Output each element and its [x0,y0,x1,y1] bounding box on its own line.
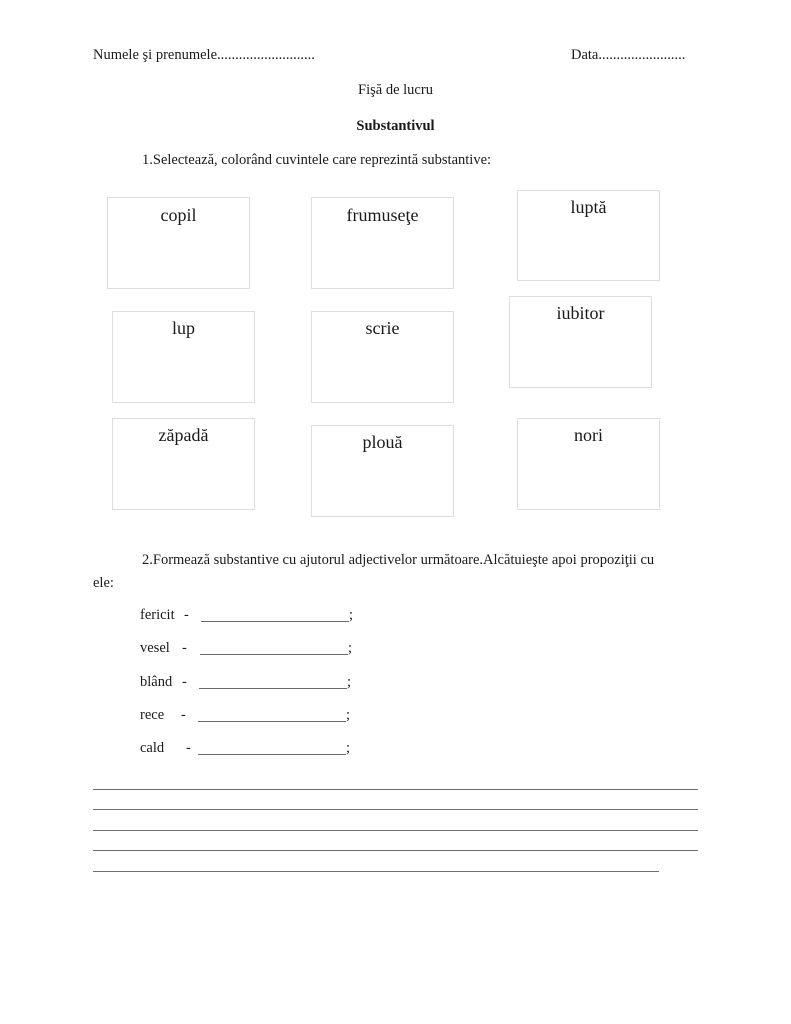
adjective-row-cald [140,740,370,758]
word-label: copil [160,205,197,225]
answer-blank[interactable] [198,754,346,755]
exercise-2-instruction-continued: ele: [93,575,114,591]
word-box-copil[interactable] [107,197,250,289]
word-box-iubitor[interactable] [509,296,652,388]
writing-line[interactable] [93,830,698,831]
adjective-label: fericit [140,607,175,623]
name-field-label[interactable]: Numele şi prenumele........................... [93,47,315,63]
word-label: nori [574,425,603,445]
semicolon: ; [349,607,354,623]
word-label: luptă [570,197,607,217]
exercise-2-instruction: 2.Formează substantive cu ajutorul adjectivelor următoare.Alcătuieşte apoi propoziţii cu [142,552,655,568]
answer-blank[interactable] [200,654,348,655]
word-box-ploua[interactable] [311,425,454,517]
writing-line[interactable] [93,850,698,851]
exercise-1-instruction: 1.Selectează, colorând cuvintele care reprezintă substantive: [142,152,492,168]
adjective-row-rece [140,707,370,725]
word-label: zăpadă [158,425,209,445]
word-label: scrie [365,318,400,338]
adjective-label: cald [140,740,165,756]
adjective-label: blând [140,674,173,690]
dash-separator: - [184,607,189,623]
dash-separator: - [182,674,187,690]
adjective-label: rece [140,707,165,723]
word-label: iubitor [556,303,605,323]
date-field-label[interactable]: Data........................ [571,47,686,63]
word-box-lupta[interactable] [517,190,660,281]
dash-separator: - [186,740,191,756]
dash-separator: - [182,640,187,656]
semicolon: ; [348,640,353,656]
adjective-row-bland [140,674,370,692]
answer-blank[interactable] [198,721,346,722]
adjective-label: vesel [140,640,170,656]
writing-line[interactable] [93,789,698,790]
word-box-zapada[interactable] [112,418,255,510]
adjective-row-vesel [140,640,370,658]
word-box-nori[interactable] [517,418,660,510]
semicolon: ; [346,707,351,723]
subject-title: Substantivul [356,118,435,134]
word-label: lup [171,318,195,338]
sheet-title: Fişă de lucru [358,82,433,98]
writing-line[interactable] [93,871,659,872]
answer-blank[interactable] [199,688,347,689]
semicolon: ; [347,674,352,690]
writing-line[interactable] [93,809,698,810]
word-label: plouă [362,432,403,452]
dash-separator: - [181,707,186,723]
word-box-frumusete[interactable] [311,197,454,289]
word-label: frumuseţe [346,205,419,225]
semicolon: ; [346,740,351,756]
word-box-lup[interactable] [112,311,255,403]
adjective-row-fericit [140,607,370,625]
answer-blank[interactable] [201,621,349,622]
word-box-scrie[interactable] [311,311,454,403]
